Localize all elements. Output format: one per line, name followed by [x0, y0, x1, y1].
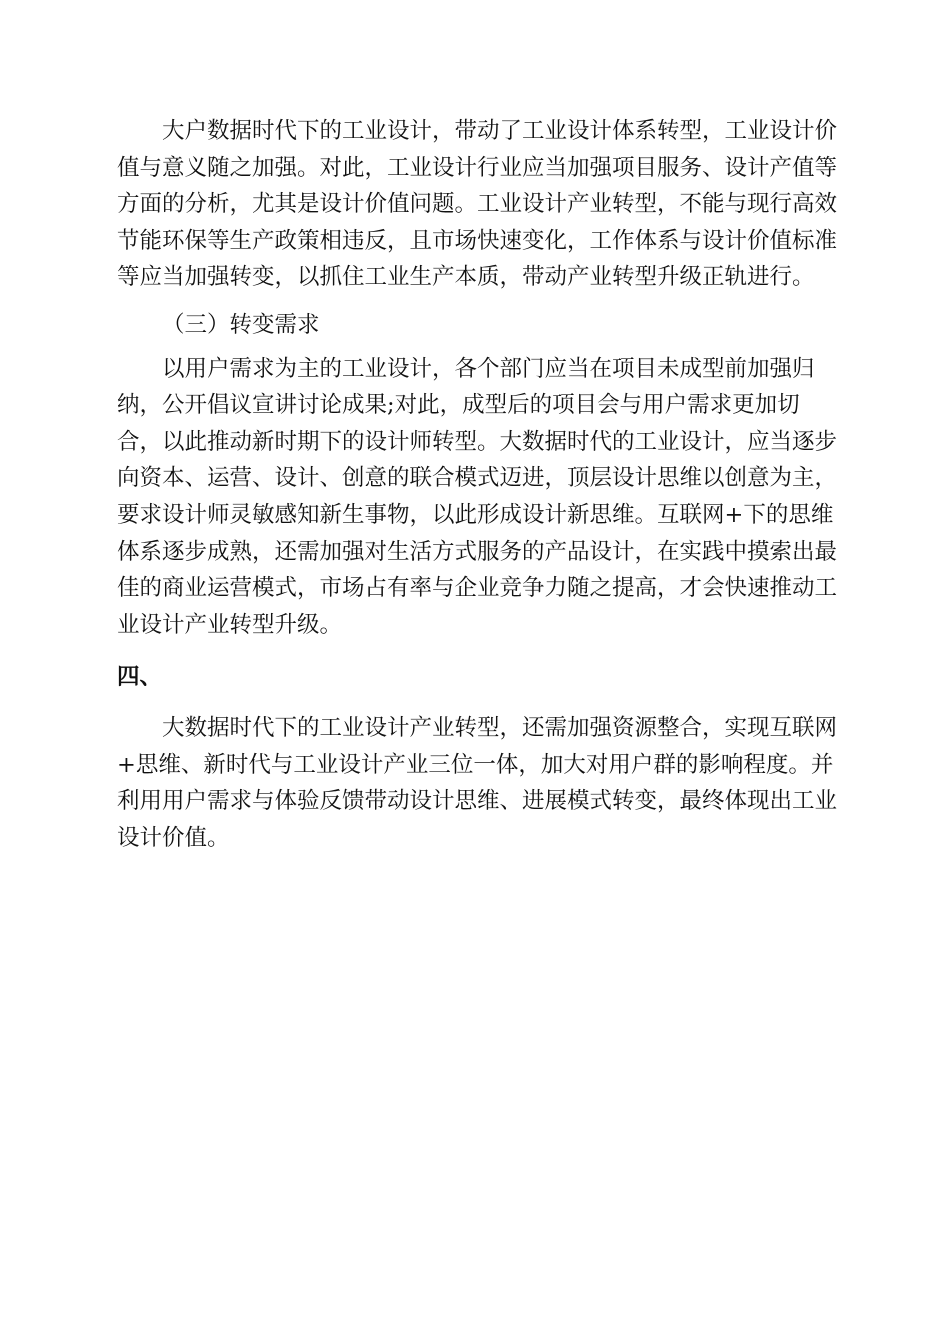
paragraph-1: [117, 113, 838, 296]
paragraph-line: 业设计产业转型升级。: [117, 611, 343, 638]
paragraph-line: 要求设计师灵敏感知新生事物，以此形成设计新思维。互联网+下的思维: [117, 501, 834, 528]
paragraph-line: 等应当加强转变，以抓住工业生产本质，带动产业转型升级正轨进行。: [117, 264, 815, 291]
paragraph-line: 向资本、运营、设计、创意的联合模式迈进，顶层设计思维以创意为主，: [117, 465, 838, 492]
paragraph-line: +思维、新时代与工业设计产业三位一体，加大对用户群的影响程度。并: [117, 751, 834, 778]
section-subheading: （三）转变需求: [162, 311, 320, 338]
paragraph-line: 方面的分析，尤其是设计价值问题。工业设计产业转型，不能与现行高效: [117, 191, 838, 218]
paragraph-line: 体系逐步成熟，还需加强对生活方式服务的产品设计，在实践中摸索出最: [117, 538, 838, 565]
paragraph-line: 利用用户需求与体验反馈带动设计思维、进展模式转变，最终体现出工业: [117, 788, 838, 815]
document-body: [117, 113, 838, 856]
paragraph-line: 以用户需求为主的工业设计，各个部门应当在项目未成型前加强归: [162, 355, 815, 382]
paragraph-line: 纳，公开倡议宣讲讨论成果;对此，成型后的项目会与用户需求更加切: [117, 392, 800, 419]
paragraph-line: 合，以此推动新时期下的设计师转型。大数据时代的工业设计，应当逐步: [117, 428, 838, 455]
paragraph-line: 节能环保等生产政策相违反，且市场快速变化，工作体系与设计价值标准: [117, 227, 838, 254]
paragraph-3: [117, 710, 838, 856]
paragraph-line: 大户数据时代下的工业设计，带动了工业设计体系转型，工业设计价: [162, 118, 838, 144]
section-heading: 四、: [117, 664, 163, 691]
paragraph-line: 值与意义随之加强。对此，工业设计行业应当加强项目服务、设计产值等: [117, 154, 838, 181]
paragraph-2: [117, 351, 838, 644]
paragraph-line: 佳的商业运营模式，市场占有率与企业竞争力随之提高，才会快速推动工: [117, 575, 838, 602]
paragraph-line: 大数据时代下的工业设计产业转型，还需加强资源整合，实现互联网: [162, 714, 838, 741]
paragraph-line: 设计价值。: [117, 824, 230, 851]
